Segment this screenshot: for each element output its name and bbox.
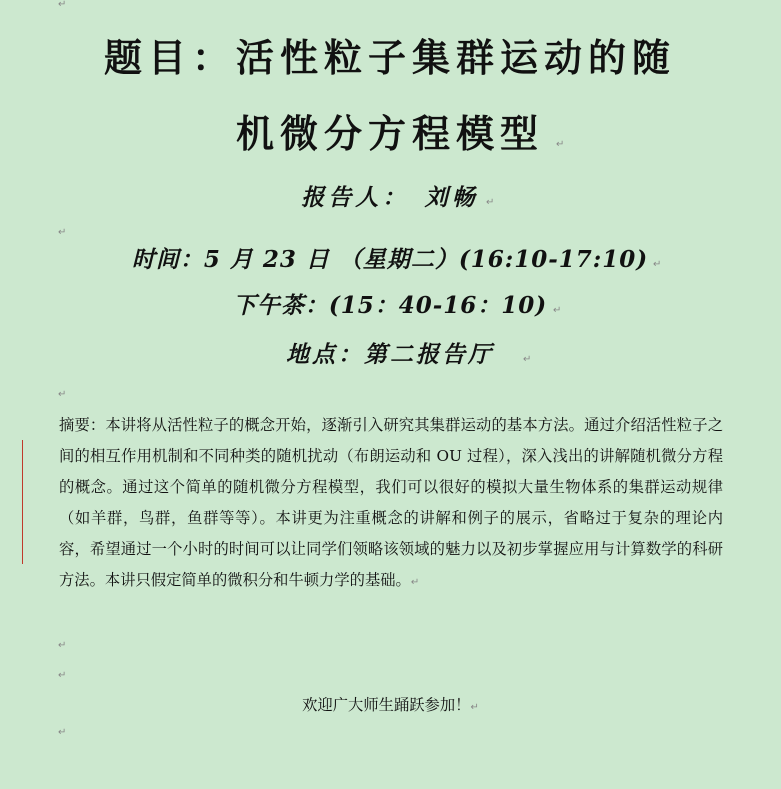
paragraph-mark: ↵ [58, 727, 67, 738]
welcome-line [0, 692, 781, 718]
paragraph-mark: ↵ [486, 197, 495, 208]
paragraph-mark: ↵ [58, 640, 67, 651]
abstract-paragraph [59, 410, 723, 596]
time-line: 时间：5 月 23 日 （星期二）(16:10-17:10) [131, 246, 649, 273]
paragraph-mark: ↵ [523, 354, 532, 365]
paragraph-mark: ↵ [653, 259, 662, 270]
title-line-1: 题目：活性粒子集群运动的随 [103, 35, 676, 80]
paragraph-mark: ↵ [58, 389, 67, 400]
paragraph-mark: ↵ [58, 0, 67, 10]
abstract-text: 摘要：本讲将从活性粒子的概念开始，逐渐引入研究其集群运动的基本方法。通过介绍活性粒子之间的相互作用机制和不同种类的随机扰动（布朗运动和 OU 过程），深入浅出的讲解随机微分方程的概念。通过这个简单的随机微分方程模型，我们可以很好的模拟大量生物体系的集群运动规律（如羊群，鸟群，鱼群等等）。本讲更为注重概念的讲解和例子的展示，省略过于复杂的理论内容，希望通过一个小时的时间可以让同学们领略该领域的魅力以及初步掌握应用与计算数学的科研方法。本讲只假定简单的微积分和牛顿力学的基础。 [59, 416, 723, 589]
tea-line: 下午茶：(15：40-16：10) [232, 292, 548, 319]
place-line: 地点：第二报告厅 [286, 341, 494, 368]
change-bar [22, 440, 23, 564]
title-line-2: 机微分方程模型 [235, 111, 544, 156]
welcome-text: 欢迎广大师生踊跃参加！ [302, 696, 471, 714]
paragraph-mark: ↵ [58, 670, 67, 681]
paragraph-mark: ↵ [58, 227, 67, 238]
paragraph-mark: ↵ [553, 305, 562, 316]
paragraph-mark: ↵ [556, 139, 565, 150]
reporter-line: 报告人： 刘畅 [301, 184, 479, 211]
paragraph-mark: ↵ [410, 577, 420, 588]
paragraph-mark: ↵ [470, 702, 479, 713]
